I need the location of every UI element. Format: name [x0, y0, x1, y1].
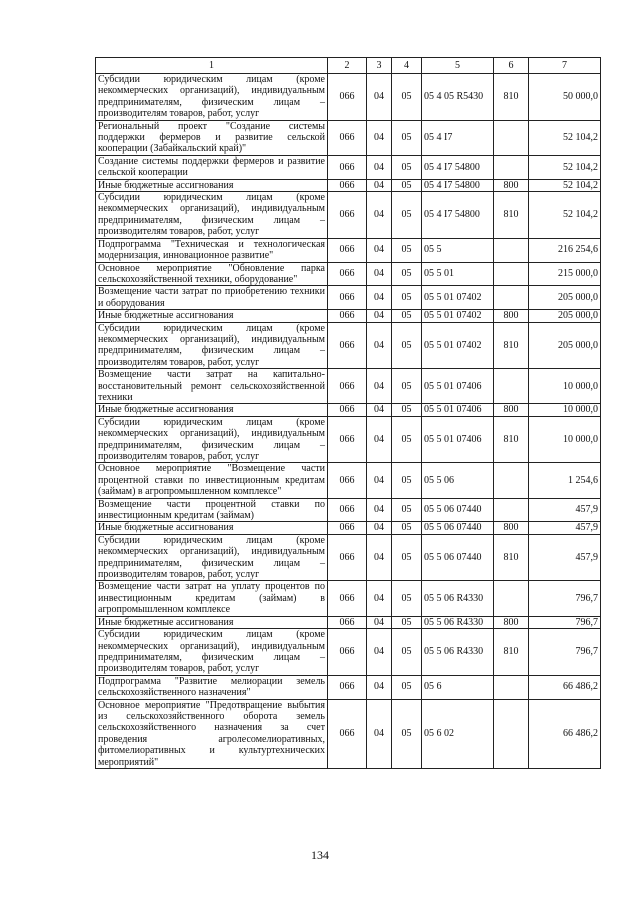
target-article-cell: 05 5 06 — [422, 463, 494, 498]
budget-table — [95, 57, 601, 769]
section-code-cell: 04 — [367, 498, 392, 522]
ministry-code-cell: 066 — [328, 120, 367, 155]
ministry-code-cell: 066 — [328, 322, 367, 369]
ministry-code-cell: 066 — [328, 404, 367, 416]
amount-cell: 215 000,0 — [529, 262, 601, 286]
section-code-cell: 04 — [367, 416, 392, 463]
subsection-code-cell: 05 — [392, 404, 422, 416]
row-name-cell: Региональный проект "Создание системы поддержки фермеров и развитие сельской кооперации (Забайкальский край)" — [96, 120, 328, 155]
expense-type-cell — [494, 286, 529, 310]
table-row — [96, 179, 601, 191]
amount-cell: 796,7 — [529, 581, 601, 616]
table-row — [96, 416, 601, 463]
expense-type-cell — [494, 699, 529, 768]
subsection-code-cell: 05 — [392, 534, 422, 581]
target-article-cell: 05 4 I7 54800 — [422, 192, 494, 239]
amount-cell: 10 000,0 — [529, 416, 601, 463]
subsection-code-cell: 05 — [392, 74, 422, 121]
amount-cell: 1 254,6 — [529, 463, 601, 498]
expense-type-cell: 810 — [494, 74, 529, 121]
expense-type-cell: 810 — [494, 416, 529, 463]
subsection-code-cell: 05 — [392, 286, 422, 310]
row-name-cell: Субсидии юридическим лицам (кроме некоммерческих организаций), индивидуальным предпринимателям, физическим лицам – производителям товаров, работ, услуг — [96, 322, 328, 369]
target-article-cell: 05 5 01 — [422, 262, 494, 286]
amount-cell: 66 486,2 — [529, 699, 601, 768]
target-article-cell: 05 5 01 07402 — [422, 322, 494, 369]
ministry-code-cell: 066 — [328, 155, 367, 179]
expense-type-cell — [494, 120, 529, 155]
section-code-cell: 04 — [367, 238, 392, 262]
subsection-code-cell: 05 — [392, 369, 422, 404]
section-code-cell: 04 — [367, 522, 392, 534]
amount-cell: 50 000,0 — [529, 74, 601, 121]
section-code-cell: 04 — [367, 675, 392, 699]
expense-type-cell: 800 — [494, 522, 529, 534]
row-name-cell: Субсидии юридическим лицам (кроме некоммерческих организаций), индивидуальным предпринимателям, физическим лицам – производителям товаров, работ, услуг — [96, 629, 328, 676]
target-article-cell: 05 5 06 R4330 — [422, 616, 494, 628]
section-code-cell: 04 — [367, 629, 392, 676]
section-code-cell: 04 — [367, 74, 392, 121]
table-row — [96, 310, 601, 322]
expense-type-cell — [494, 369, 529, 404]
header-cell: 1 — [96, 58, 328, 74]
ministry-code-cell: 066 — [328, 498, 367, 522]
row-name-cell: Подпрограмма "Техническая и технологическая модернизация, инновационное развитие" — [96, 238, 328, 262]
target-article-cell: 05 4 05 R5430 — [422, 74, 494, 121]
row-name-cell: Основное мероприятие "Обновление парка сельскохозяйственной техники, оборудование" — [96, 262, 328, 286]
table-row — [96, 120, 601, 155]
amount-cell: 52 104,2 — [529, 179, 601, 191]
table-row — [96, 322, 601, 369]
expense-type-cell: 800 — [494, 616, 529, 628]
amount-cell: 10 000,0 — [529, 369, 601, 404]
expense-type-cell: 800 — [494, 404, 529, 416]
amount-cell: 796,7 — [529, 629, 601, 676]
table-row — [96, 155, 601, 179]
subsection-code-cell: 05 — [392, 262, 422, 286]
table-row — [96, 262, 601, 286]
subsection-code-cell: 05 — [392, 616, 422, 628]
header-cell: 2 — [328, 58, 367, 74]
expense-type-cell — [494, 238, 529, 262]
amount-cell: 457,9 — [529, 522, 601, 534]
section-code-cell: 04 — [367, 322, 392, 369]
row-name-cell: Иные бюджетные ассигнования — [96, 404, 328, 416]
target-article-cell: 05 6 02 — [422, 699, 494, 768]
amount-cell: 216 254,6 — [529, 238, 601, 262]
row-name-cell: Основное мероприятие "Предотвращение выбытия из сельскохозяйственного оборота земель сельскохозяйственного назначения за счет проведения агролесомелиоративных, фитомелиоративных и культуртехнических мероприятий" — [96, 699, 328, 768]
row-name-cell: Субсидии юридическим лицам (кроме некоммерческих организаций), индивидуальным предпринимателям, физическим лицам – производителям товаров, работ, услуг — [96, 534, 328, 581]
ministry-code-cell: 066 — [328, 581, 367, 616]
target-article-cell: 05 5 06 R4330 — [422, 581, 494, 616]
ministry-code-cell: 066 — [328, 238, 367, 262]
subsection-code-cell: 05 — [392, 120, 422, 155]
ministry-code-cell: 066 — [328, 629, 367, 676]
subsection-code-cell: 05 — [392, 192, 422, 239]
section-code-cell: 04 — [367, 616, 392, 628]
section-code-cell: 04 — [367, 369, 392, 404]
subsection-code-cell: 05 — [392, 416, 422, 463]
ministry-code-cell: 066 — [328, 522, 367, 534]
ministry-code-cell: 066 — [328, 262, 367, 286]
target-article-cell: 05 5 06 07440 — [422, 522, 494, 534]
section-code-cell: 04 — [367, 463, 392, 498]
table-row — [96, 498, 601, 522]
table-row — [96, 404, 601, 416]
section-code-cell: 04 — [367, 155, 392, 179]
target-article-cell: 05 5 01 07406 — [422, 404, 494, 416]
target-article-cell: 05 5 06 07440 — [422, 534, 494, 581]
header-cell: 7 — [529, 58, 601, 74]
row-name-cell: Субсидии юридическим лицам (кроме некоммерческих организаций), индивидуальным предпринимателям, физическим лицам – производителям товаров, работ, услуг — [96, 74, 328, 121]
row-name-cell: Иные бюджетные ассигнования — [96, 616, 328, 628]
header-cell: 6 — [494, 58, 529, 74]
expense-type-cell — [494, 155, 529, 179]
subsection-code-cell: 05 — [392, 463, 422, 498]
target-article-cell: 05 5 — [422, 238, 494, 262]
target-article-cell: 05 5 06 07440 — [422, 498, 494, 522]
expense-type-cell — [494, 463, 529, 498]
expense-type-cell: 810 — [494, 322, 529, 369]
expense-type-cell: 800 — [494, 310, 529, 322]
amount-cell: 52 104,2 — [529, 192, 601, 239]
ministry-code-cell: 066 — [328, 286, 367, 310]
table-row — [96, 286, 601, 310]
subsection-code-cell: 05 — [392, 675, 422, 699]
subsection-code-cell: 05 — [392, 310, 422, 322]
subsection-code-cell: 05 — [392, 699, 422, 768]
section-code-cell: 04 — [367, 179, 392, 191]
target-article-cell: 05 5 01 07402 — [422, 286, 494, 310]
target-article-cell: 05 5 01 07406 — [422, 416, 494, 463]
row-name-cell: Возмещение части затрат на уплату процентов по инвестиционным кредитам (займам) в агропромышленном комплексе — [96, 581, 328, 616]
subsection-code-cell: 05 — [392, 155, 422, 179]
amount-cell: 10 000,0 — [529, 404, 601, 416]
target-article-cell: 05 5 01 07406 — [422, 369, 494, 404]
header-cell: 4 — [392, 58, 422, 74]
expense-type-cell: 810 — [494, 192, 529, 239]
page-number: 134 — [311, 848, 329, 862]
target-article-cell: 05 4 I7 54800 — [422, 155, 494, 179]
expense-type-cell — [494, 581, 529, 616]
section-code-cell: 04 — [367, 699, 392, 768]
row-name-cell: Создание системы поддержки фермеров и развитие сельской кооперации — [96, 155, 328, 179]
target-article-cell: 05 4 I7 — [422, 120, 494, 155]
amount-cell: 796,7 — [529, 616, 601, 628]
table-row — [96, 369, 601, 404]
target-article-cell: 05 4 I7 54800 — [422, 179, 494, 191]
amount-cell: 66 486,2 — [529, 675, 601, 699]
ministry-code-cell: 066 — [328, 416, 367, 463]
table-row — [96, 74, 601, 121]
ministry-code-cell: 066 — [328, 74, 367, 121]
subsection-code-cell: 05 — [392, 522, 422, 534]
table-row — [96, 534, 601, 581]
section-code-cell: 04 — [367, 192, 392, 239]
subsection-code-cell: 05 — [392, 629, 422, 676]
amount-cell: 52 104,2 — [529, 155, 601, 179]
expense-type-cell — [494, 675, 529, 699]
amount-cell: 205 000,0 — [529, 286, 601, 310]
row-name-cell: Иные бюджетные ассигнования — [96, 179, 328, 191]
subsection-code-cell: 05 — [392, 322, 422, 369]
amount-cell: 205 000,0 — [529, 310, 601, 322]
row-name-cell: Субсидии юридическим лицам (кроме некоммерческих организаций), индивидуальным предпринимателям, физическим лицам – производителям товаров, работ, услуг — [96, 192, 328, 239]
row-name-cell: Основное мероприятие "Возмещение части процентной ставки по инвестиционным кредитам (займам) в агропромышленном комплексе" — [96, 463, 328, 498]
table-row — [96, 522, 601, 534]
ministry-code-cell: 066 — [328, 675, 367, 699]
table-row — [96, 629, 601, 676]
target-article-cell: 05 5 06 R4330 — [422, 629, 494, 676]
row-name-cell: Подпрограмма "Развитие мелиорации земель сельскохозяйственного назначения" — [96, 675, 328, 699]
table-row — [96, 616, 601, 628]
subsection-code-cell: 05 — [392, 238, 422, 262]
ministry-code-cell: 066 — [328, 699, 367, 768]
table-row — [96, 675, 601, 699]
header-row — [96, 58, 601, 74]
section-code-cell: 04 — [367, 262, 392, 286]
expense-type-cell: 810 — [494, 629, 529, 676]
table-row — [96, 699, 601, 768]
section-code-cell: 04 — [367, 286, 392, 310]
section-code-cell: 04 — [367, 581, 392, 616]
header-cell: 3 — [367, 58, 392, 74]
amount-cell: 205 000,0 — [529, 322, 601, 369]
amount-cell: 457,9 — [529, 534, 601, 581]
section-code-cell: 04 — [367, 120, 392, 155]
ministry-code-cell: 066 — [328, 616, 367, 628]
table-row — [96, 581, 601, 616]
target-article-cell: 05 6 — [422, 675, 494, 699]
ministry-code-cell: 066 — [328, 369, 367, 404]
row-name-cell: Возмещение части затрат на капитально-восстановительный ремонт сельскохозяйственной техники — [96, 369, 328, 404]
amount-cell: 457,9 — [529, 498, 601, 522]
expense-type-cell: 800 — [494, 179, 529, 191]
table-row — [96, 238, 601, 262]
ministry-code-cell: 066 — [328, 463, 367, 498]
row-name-cell: Возмещение части процентной ставки по инвестиционным кредитам (займам) — [96, 498, 328, 522]
subsection-code-cell: 05 — [392, 581, 422, 616]
subsection-code-cell: 05 — [392, 498, 422, 522]
target-article-cell: 05 5 01 07402 — [422, 310, 494, 322]
row-name-cell: Иные бюджетные ассигнования — [96, 522, 328, 534]
subsection-code-cell: 05 — [392, 179, 422, 191]
amount-cell: 52 104,2 — [529, 120, 601, 155]
table-row — [96, 192, 601, 239]
ministry-code-cell: 066 — [328, 534, 367, 581]
expense-type-cell: 810 — [494, 534, 529, 581]
ministry-code-cell: 066 — [328, 179, 367, 191]
ministry-code-cell: 066 — [328, 310, 367, 322]
row-name-cell: Возмещение части затрат по приобретению техники и оборудования — [96, 286, 328, 310]
expense-type-cell — [494, 498, 529, 522]
section-code-cell: 04 — [367, 310, 392, 322]
expense-type-cell — [494, 262, 529, 286]
section-code-cell: 04 — [367, 534, 392, 581]
header-cell: 5 — [422, 58, 494, 74]
ministry-code-cell: 066 — [328, 192, 367, 239]
table-row — [96, 463, 601, 498]
row-name-cell: Иные бюджетные ассигнования — [96, 310, 328, 322]
section-code-cell: 04 — [367, 404, 392, 416]
row-name-cell: Субсидии юридическим лицам (кроме некоммерческих организаций), индивидуальным предпринимателям, физическим лицам – производителям товаров, работ, услуг — [96, 416, 328, 463]
